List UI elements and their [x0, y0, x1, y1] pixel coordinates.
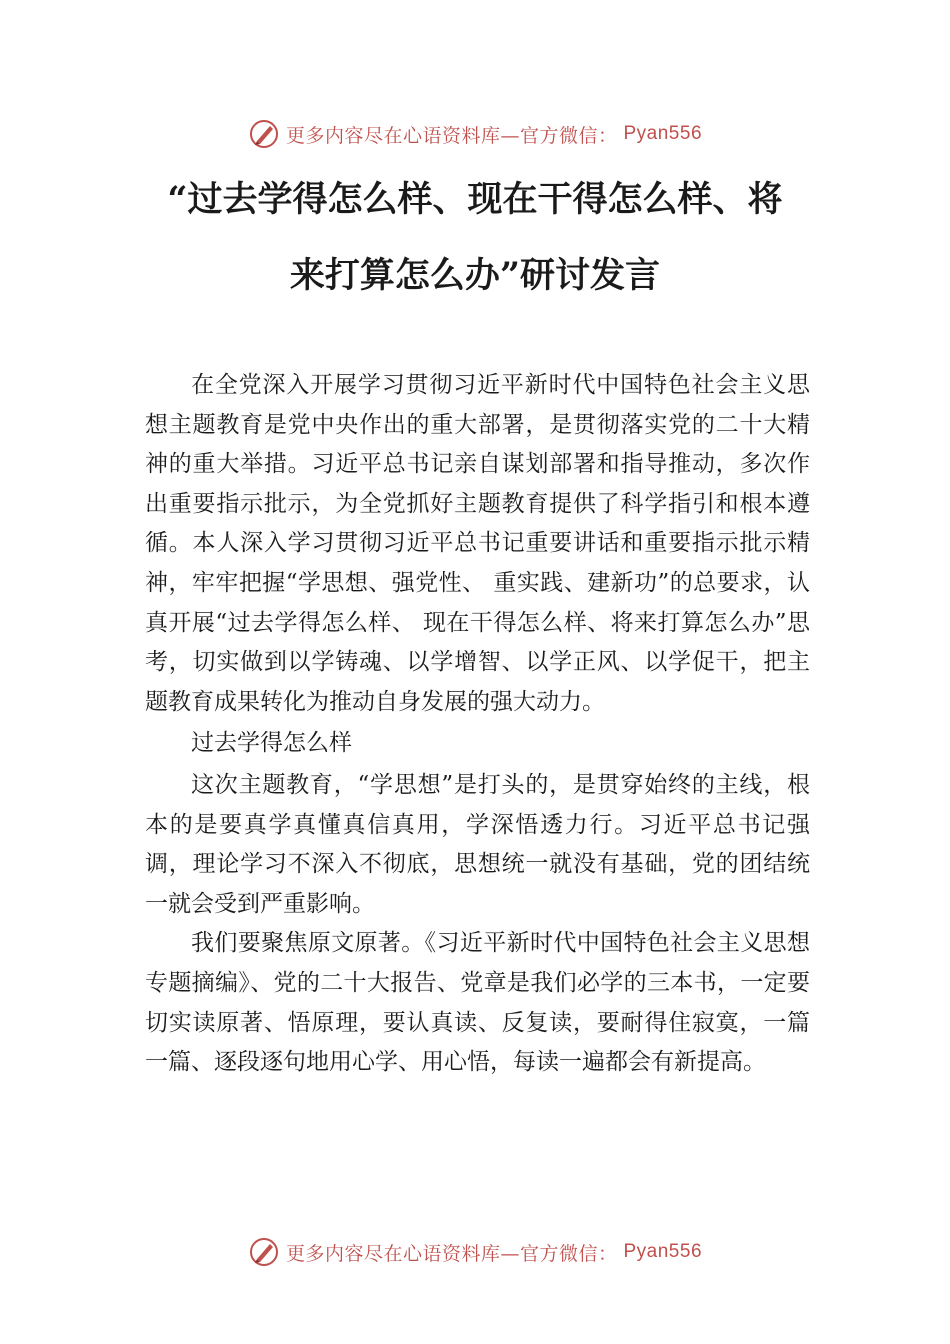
pen-logo-icon: [248, 118, 280, 150]
paragraph-intro: 在全党深入开展学习贯彻习近平新时代中国特色社会主义思想主题教育是党中央作出的重大部署，是贯彻落实党的二十大精神的重大举措。习近平总书记亲自谋划部署和指导推动，多次作出重要指示批示，为全党抓好主题教育提供了科学指引和根本遵循。本人深入学习贯彻习近平总书记重要讲话和重要指示批示精神，牢牢把握“学思想、强党性、 重实践、建新功”的总要求，认真开展“过去学得怎么样、 现在干得怎么样、将来打算怎么办”思考，切实做到以学铸魂、以学增智、以学正风、以学促干，把主题教育成果转化为推动自身发展的强大动力。: [145, 372, 810, 715]
pen-logo-icon: [248, 1236, 280, 1268]
watermark-account: Pyan556: [623, 1241, 703, 1262]
header-watermark: [0, 118, 950, 150]
document-title-line-1: “过去学得怎么样、现在干得怎么样、将: [167, 179, 783, 220]
watermark-account: Pyan556: [623, 123, 703, 144]
footer-watermark: [0, 1236, 950, 1268]
paragraph: 我们要聚焦原文原著。《习近平新时代中国特色社会主义思想专题摘编》、党的二十大报告、党章是我们必学的三本书，一定要切实读原著、悟原理，要认真读、反复读，要耐得住寂寞，一篇一篇、逐段逐句地用心学、用心悟，每读一遍都会有新提高。: [145, 930, 810, 1076]
watermark-text: 更多内容尽在心语资料库—官方微信：: [285, 124, 618, 147]
document-title-line-2: 来打算怎么办”研讨发言: [289, 255, 661, 296]
watermark-text: 更多内容尽在心语资料库—官方微信：: [285, 1242, 618, 1265]
section-heading: 过去学得怎么样: [191, 730, 352, 757]
paragraph: 这次主题教育，“学思想”是打头的，是贯穿始终的主线，根本的是要真学真懂真信真用，学深悟透力行。习近平总书记强调，理论学习不深入不彻底，思想统一就没有基础，党的团结统一就会受到严重影响。: [145, 771, 810, 917]
document-body: [145, 366, 810, 1083]
